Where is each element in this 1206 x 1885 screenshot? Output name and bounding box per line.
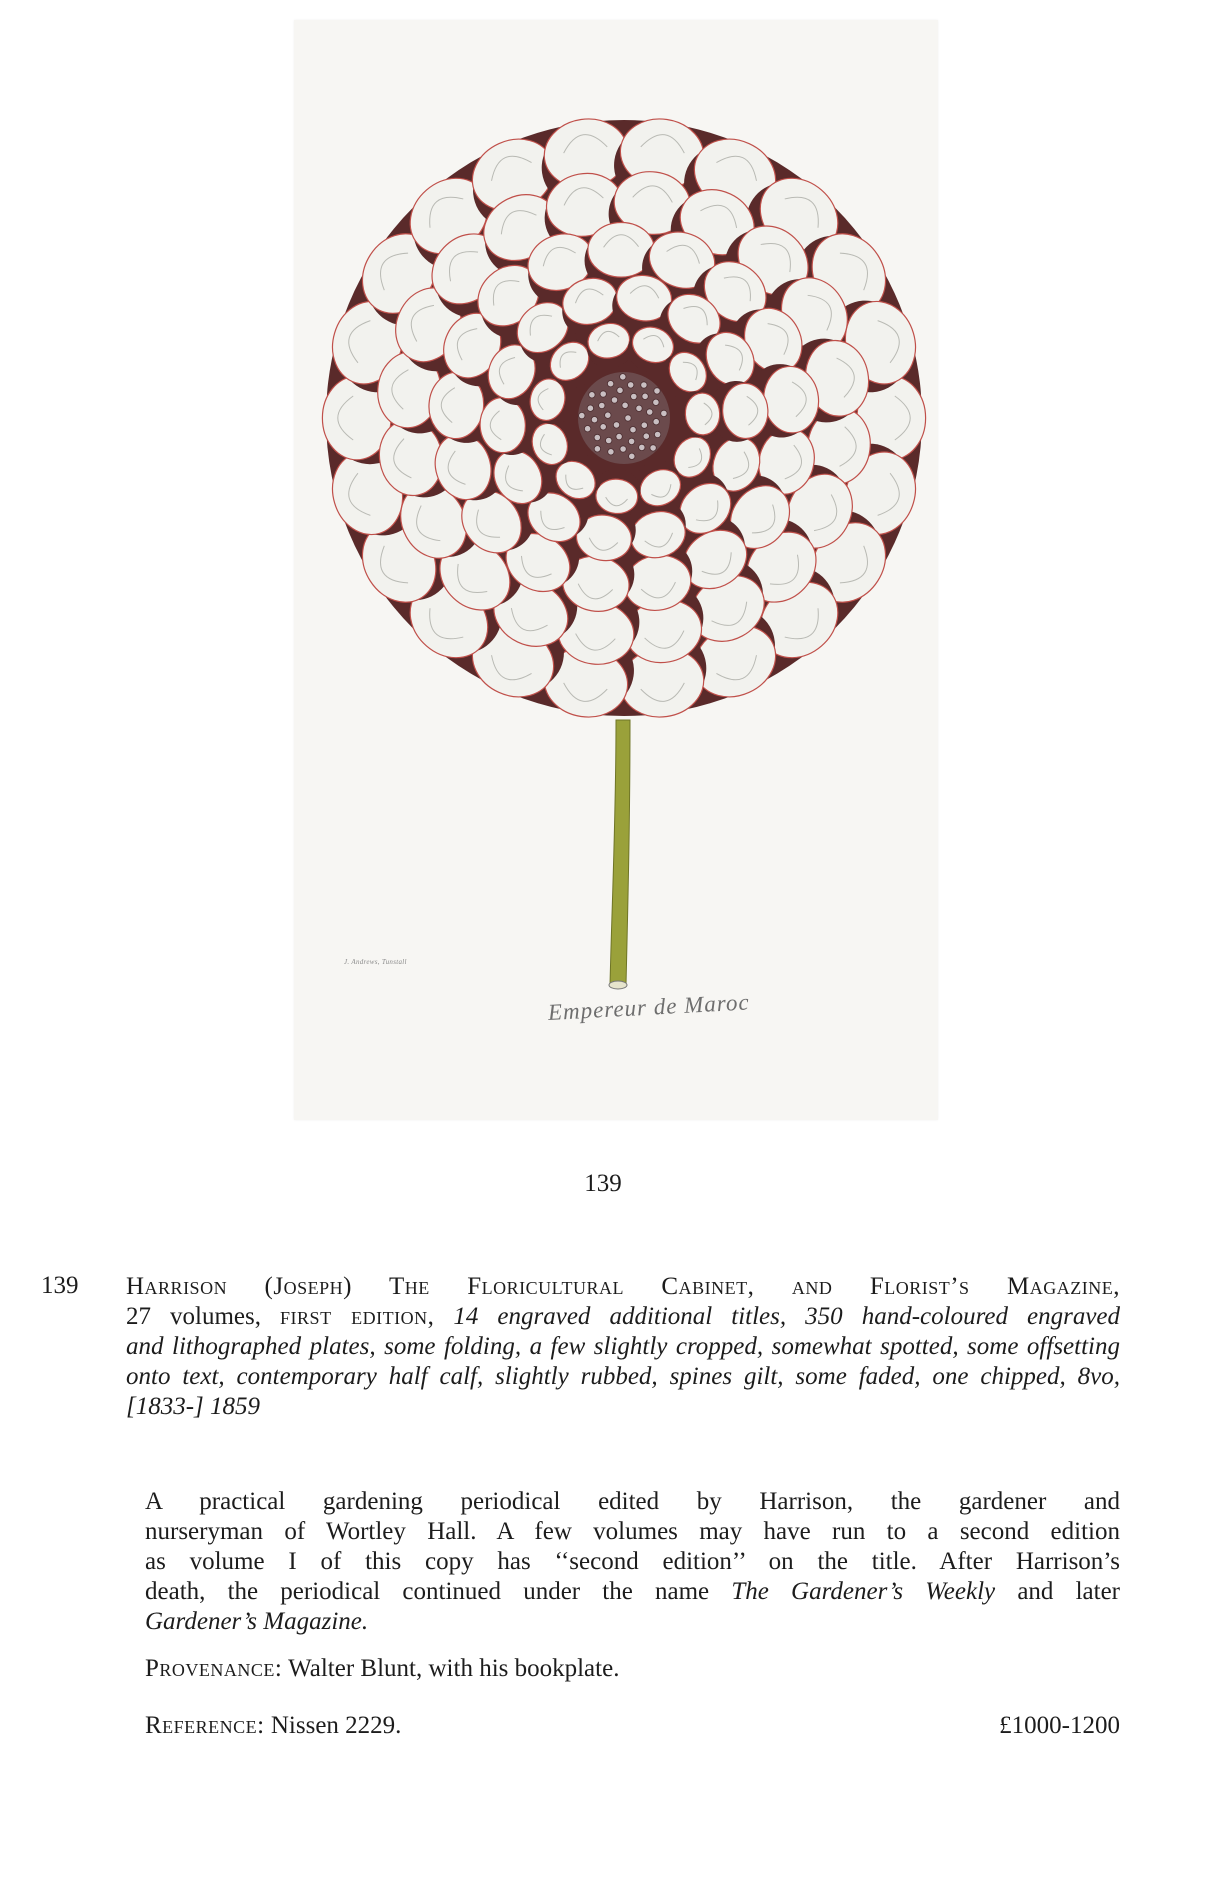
note-line: nurseryman of Wortley Hall. A few volumes may have run to a second edition: [145, 1518, 1120, 1545]
lot-heading: [126, 1272, 1120, 1302]
provenance-label: Provenance:: [145, 1655, 283, 1682]
dahlia-illustration: [294, 20, 938, 1120]
lot-description-1: 14 engraved additional titles, 350 hand-coloured engraved: [453, 1303, 1121, 1330]
lot-date: [1833-] 1859: [126, 1393, 261, 1420]
lot-description-2: and lithographed plates, some folding, a few slightly cropped, somewhat spotted, some offsetting: [126, 1333, 1120, 1360]
lot-title: The Floricultural Cabinet, and Florist’s Magazine,: [388, 1273, 1121, 1300]
periodical-title: The Gardener’s Weekly: [731, 1578, 996, 1605]
estimate: £1000-1200: [999, 1712, 1120, 1739]
lot-edition-line: [126, 1302, 1120, 1332]
figure-number: 139: [584, 1170, 622, 1197]
lot-volumes: 27 volumes,: [126, 1303, 261, 1330]
provenance: [145, 1655, 619, 1683]
reference-text: Nissen 2229.: [270, 1712, 402, 1739]
reference: [145, 1712, 401, 1740]
lot-edition: first edition,: [280, 1303, 435, 1330]
note-line-4: [145, 1577, 1120, 1607]
note-text: and later: [1017, 1578, 1120, 1605]
engraver-credit: J. Andrews, Tunstall: [344, 958, 407, 966]
note-line: Gardener’s Magazine.: [145, 1608, 369, 1635]
lot-description-3: onto text, contemporary half calf, slightly rubbed, spines gilt, some faded, one chipped, 8vo,: [126, 1363, 1120, 1390]
lot-number: 139: [41, 1272, 79, 1299]
reference-label: Reference:: [145, 1712, 265, 1739]
note-line: A practical gardening periodical edited by Harrison, the gardener and: [145, 1488, 1120, 1515]
note-line: as volume I of this copy has ‘‘second edition’’ on the title. After Harrison’s: [145, 1548, 1120, 1575]
lot-note-paragraph: [145, 1487, 1120, 1637]
stem: [610, 720, 630, 985]
stem-end: [609, 981, 627, 989]
provenance-text: Walter Blunt, with his bookplate.: [288, 1655, 620, 1682]
plate-caption: Empereur de Maroc: [547, 989, 751, 1025]
lot-entry: [126, 1272, 1120, 1422]
lot-author: Harrison (Joseph): [126, 1273, 352, 1300]
note-text: death, the periodical continued under the name: [145, 1578, 710, 1605]
botanical-plate: [294, 20, 938, 1120]
